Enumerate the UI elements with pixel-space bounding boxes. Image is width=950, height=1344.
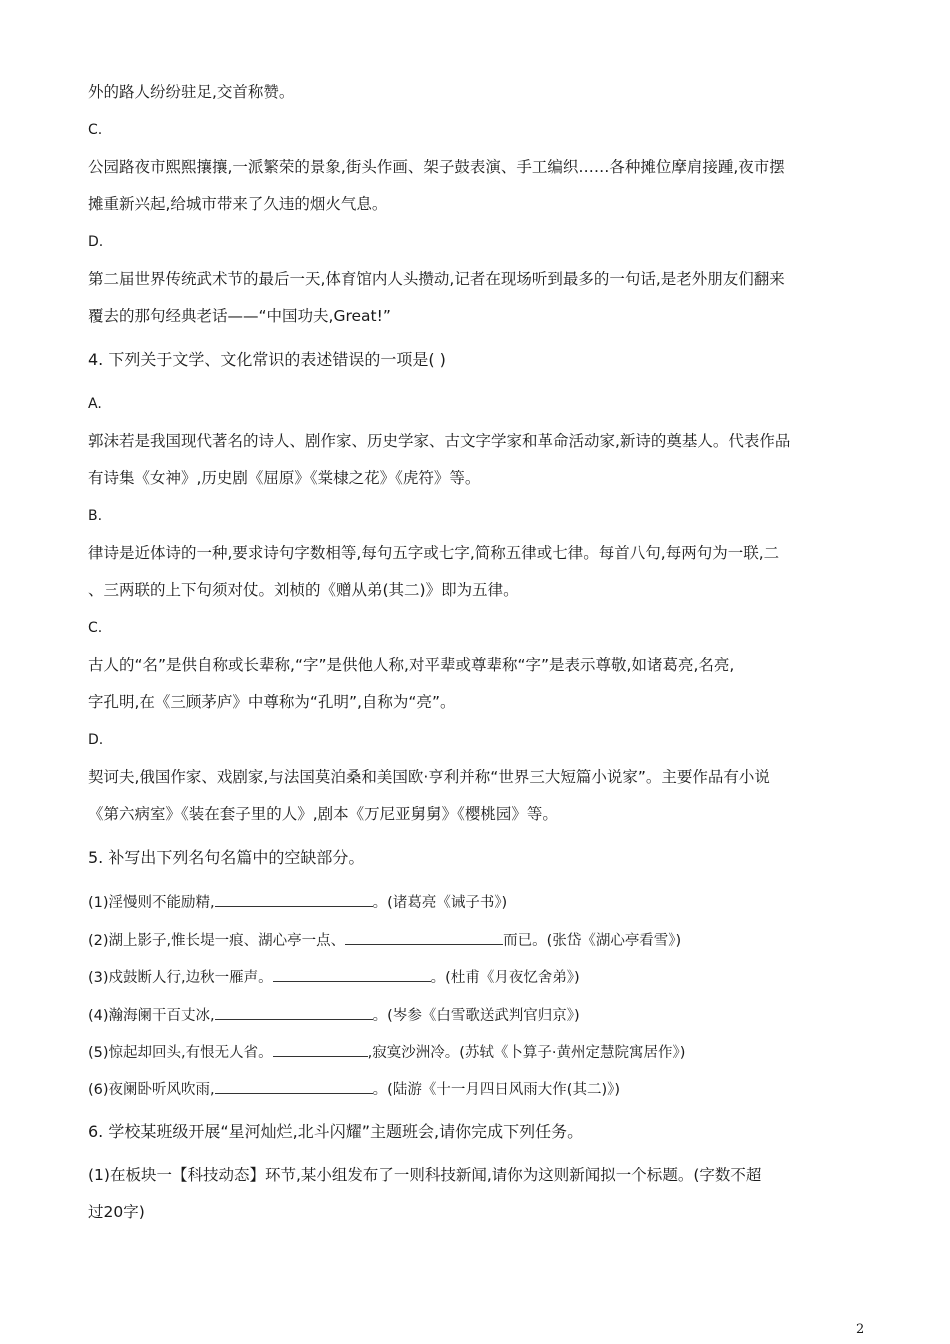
q6-stem: 6. 学校某班级开展“星河灿烂,北斗闪耀”主题班会,请你完成下列任务。 bbox=[88, 1122, 584, 1141]
q4-option-d-label: D. bbox=[88, 732, 104, 748]
q5-item-2 bbox=[88, 929, 681, 951]
q5-item-4-post: 。(岑参《白雪歌送武判官归京》) bbox=[372, 1008, 580, 1024]
q5-item-5 bbox=[88, 1041, 685, 1063]
q4-option-c-text-line2: 字孔明,在《三顾茅庐》中尊称为“孔明”,自称为“亮”。 bbox=[88, 693, 456, 711]
q3-option-d-text-line2: 覆去的那句经典老话——“中国功夫,Great!” bbox=[88, 307, 391, 325]
q6-task1-line1: (1)在板块一【科技动态】环节,某小组发布了一则科技新闻,请你为这则新闻拟一个标题。(字数不超 bbox=[88, 1166, 762, 1184]
q5-item-2-blank[interactable] bbox=[345, 929, 503, 945]
q4-option-a-text-line1: 郭沫若是我国现代著名的诗人、剧作家、历史学家、古文字学家和革命活动家,新诗的奠基人。代表作品 bbox=[88, 432, 791, 450]
q5-item-2-pre: (2)湖上影子,惟长堤一痕、湖心亭一点、 bbox=[88, 933, 346, 949]
q5-item-3 bbox=[88, 966, 580, 988]
q5-item-4-pre: (4)瀚海阑干百丈冰, bbox=[88, 1008, 215, 1024]
q5-item-4-blank[interactable] bbox=[215, 1004, 373, 1020]
q5-item-3-blank[interactable] bbox=[273, 966, 431, 982]
q4-stem: 4. 下列关于文学、文化常识的表述错误的一项是( ) bbox=[88, 350, 446, 369]
q5-item-1 bbox=[88, 891, 507, 913]
q3-option-d-text-line1: 第二届世界传统武术节的最后一天,体育馆内人头攒动,记者在现场听到最多的一句话,是老外朋友们翻来 bbox=[88, 270, 785, 288]
q5-item-3-pre: (3)戍鼓断人行,边秋一雁声。 bbox=[88, 970, 273, 986]
q5-item-5-blank[interactable] bbox=[273, 1041, 368, 1057]
q3-option-d-label: D. bbox=[88, 234, 104, 250]
q5-item-6-post: 。(陆游《十一月四日风雨大作(其二)》) bbox=[372, 1082, 621, 1098]
q5-item-2-post: 而已。(张岱《湖心亭看雪》) bbox=[503, 933, 682, 949]
q4-option-c-text-line1: 古人的“名”是供自称或长辈称,“字”是供他人称,对平辈或尊辈称“字”是表示尊敬,如诸葛亮,名亮, bbox=[88, 656, 735, 674]
q4-option-d-text-line1: 契诃夫,俄国作家、戏剧家,与法国莫泊桑和美国欧·亨利并称“世界三大短篇小说家”。主要作品有小说 bbox=[88, 768, 770, 786]
q5-item-5-pre: (5)惊起却回头,有恨无人省。 bbox=[88, 1045, 273, 1061]
q5-item-5-post: ,寂寞沙洲冷。(苏轼《卜算子·黄州定慧院寓居作》) bbox=[367, 1045, 686, 1061]
q3-continued-text: 外的路人纷纷驻足,交首称赞。 bbox=[88, 83, 295, 101]
q4-option-a-text-line2: 有诗集《女神》,历史剧《屈原》《棠棣之花》《虎符》等。 bbox=[88, 469, 481, 487]
page-number: 2 bbox=[856, 1322, 865, 1337]
q5-item-4 bbox=[88, 1004, 580, 1026]
q5-item-1-pre: (1)淫慢则不能励精, bbox=[88, 895, 215, 911]
q5-item-6-blank[interactable] bbox=[215, 1078, 373, 1094]
q5-item-1-post: 。(诸葛亮《诫子书》) bbox=[372, 895, 508, 911]
q6-task1-line2: 过20字) bbox=[88, 1203, 145, 1221]
q5-item-6 bbox=[88, 1078, 620, 1100]
q4-option-a-label: A. bbox=[88, 396, 102, 412]
q5-item-1-blank[interactable] bbox=[215, 891, 373, 907]
q3-option-c-label: C. bbox=[88, 122, 103, 138]
q4-option-c-label: C. bbox=[88, 620, 103, 636]
q5-stem: 5. 补写出下列名句名篇中的空缺部分。 bbox=[88, 848, 365, 867]
q4-option-d-text-line2: 《第六病室》《装在套子里的人》,剧本《万尼亚舅舅》《樱桃园》等。 bbox=[88, 805, 558, 823]
q3-option-c-text-line1: 公园路夜市熙熙攘攘,一派繁荣的景象,街头作画、架子鼓表演、手工编织……各种摊位摩肩接踵,夜市摆 bbox=[88, 158, 785, 176]
q5-item-3-post: 。(杜甫《月夜忆舍弟》) bbox=[430, 970, 580, 986]
q4-option-b-text-line2: 、三两联的上下句须对仗。刘桢的《赠从弟(其二)》即为五律。 bbox=[88, 581, 519, 599]
q4-option-b-label: B. bbox=[88, 508, 103, 524]
q4-option-b-text-line1: 律诗是近体诗的一种,要求诗句字数相等,每句五字或七字,简称五律或七律。每首八句,每两句为一联,二 bbox=[88, 544, 780, 562]
q3-option-c-text-line2: 摊重新兴起,给城市带来了久违的烟火气息。 bbox=[88, 195, 388, 213]
q5-item-6-pre: (6)夜阑卧听风吹雨, bbox=[88, 1082, 215, 1098]
